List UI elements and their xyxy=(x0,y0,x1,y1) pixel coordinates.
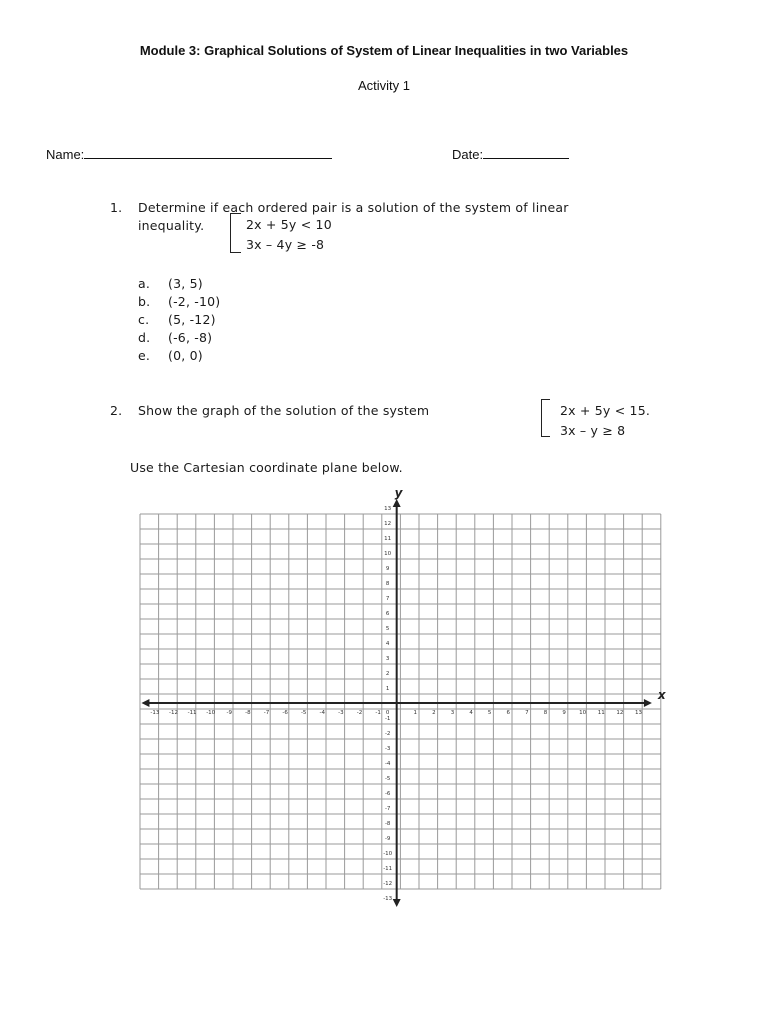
y-tick-label: -4 xyxy=(384,761,391,767)
y-tick-label: 3 xyxy=(385,656,390,662)
x-tick-label: -12 xyxy=(168,710,178,716)
y-tick-label: 10 xyxy=(384,551,392,557)
option-b xyxy=(138,294,220,309)
x-tick-label: 1 xyxy=(413,710,418,716)
name-label: Name: xyxy=(46,147,85,162)
x-tick-label: -10 xyxy=(206,710,216,716)
system-1-brace xyxy=(230,213,241,253)
y-tick-label: -2 xyxy=(384,731,391,737)
name-field[interactable] xyxy=(46,146,332,162)
x-tick-label: -3 xyxy=(338,710,344,716)
date-field[interactable] xyxy=(452,146,569,162)
y-tick-label: 12 xyxy=(384,521,392,527)
x-tick-label: -1 xyxy=(375,710,381,716)
x-tick-label: -13 xyxy=(150,710,160,716)
y-tick-label: -9 xyxy=(384,836,391,842)
module-title: Module 3: Graphical Solutions of System of Linear Inequalities in two Variables xyxy=(139,43,629,58)
x-tick-label: 13 xyxy=(634,710,642,716)
option-letter: d. xyxy=(138,330,151,345)
x-tick-label: 10 xyxy=(579,710,587,716)
x-tick-label: 3 xyxy=(450,710,455,716)
system-2-inequality-2: 3x – y ≥ 8 xyxy=(560,423,626,438)
y-axis-arrow-up xyxy=(393,499,401,507)
x-tick-label: 11 xyxy=(597,710,605,716)
option-pair: (-6, -8) xyxy=(168,330,213,345)
question-1-number: 1. xyxy=(110,200,123,215)
y-tick-label: -13 xyxy=(383,896,393,902)
question-2-text: Show the graph of the solution of the system xyxy=(138,403,430,418)
x-tick-label: 8 xyxy=(543,710,548,716)
x-axis-arrow-right xyxy=(644,699,652,707)
system-2-brace xyxy=(541,399,550,437)
y-tick-label: -5 xyxy=(384,776,391,782)
y-tick-label: 5 xyxy=(385,626,390,632)
x-tick-label: 0 xyxy=(385,710,390,716)
date-line[interactable] xyxy=(483,146,569,159)
y-tick-label: 7 xyxy=(385,596,390,602)
y-tick-label: -8 xyxy=(384,821,391,827)
option-letter: e. xyxy=(138,348,151,363)
activity-label: Activity 1 xyxy=(357,78,410,93)
plane-axes xyxy=(141,499,651,907)
y-axis-arrow-down xyxy=(393,899,401,907)
y-tick-label: 4 xyxy=(385,641,390,647)
y-tick-label: 9 xyxy=(385,566,390,572)
option-letter: a. xyxy=(138,276,151,291)
x-tick-label: -6 xyxy=(282,710,288,716)
x-tick-label: 12 xyxy=(616,710,624,716)
x-tick-label: 7 xyxy=(525,710,529,716)
question-2-number: 2. xyxy=(110,403,123,418)
plane-instruction: Use the Cartesian coordinate plane below. xyxy=(130,460,403,475)
y-tick-label: -7 xyxy=(384,806,391,812)
x-tick-label: -8 xyxy=(245,710,251,716)
option-pair: (5, -12) xyxy=(168,312,216,327)
y-tick-label: -10 xyxy=(383,851,393,857)
y-tick-label: -1 xyxy=(384,716,391,722)
x-tick-label: -5 xyxy=(300,710,307,716)
y-tick-label: 2 xyxy=(385,671,390,677)
x-tick-label: -4 xyxy=(319,710,326,716)
y-tick-label: -11 xyxy=(383,866,393,872)
x-axis-label: x xyxy=(657,688,666,702)
y-tick-label: 13 xyxy=(384,506,392,512)
x-axis-arrow-left xyxy=(141,699,149,707)
cartesian-plane[interactable] xyxy=(120,490,670,910)
option-d xyxy=(138,330,212,345)
y-tick-label: 11 xyxy=(384,536,392,542)
question-1-text-cont: inequality. xyxy=(138,218,205,233)
x-tick-label: -11 xyxy=(187,710,197,716)
plane-grid xyxy=(140,514,661,889)
system-1-inequality-2: 3x – 4y ≥ -8 xyxy=(246,237,325,252)
option-pair: (0, 0) xyxy=(168,348,203,363)
x-tick-label: -2 xyxy=(356,710,363,716)
x-tick-label: 9 xyxy=(562,710,566,716)
name-line[interactable] xyxy=(84,146,332,159)
y-axis-label: y xyxy=(394,490,403,500)
date-label: Date: xyxy=(452,147,484,162)
y-tick-label: 8 xyxy=(385,581,390,587)
option-letter: b. xyxy=(138,294,151,309)
y-tick-label: -3 xyxy=(384,746,391,752)
y-tick-label: -12 xyxy=(383,881,393,887)
x-tick-label: -9 xyxy=(226,710,233,716)
system-2-inequality-1: 2x + 5y < 15. xyxy=(560,403,651,418)
x-tick-label: 5 xyxy=(487,710,492,716)
x-tick-label: 6 xyxy=(506,710,511,716)
question-1-text: Determine if each ordered pair is a solution of the system of linear xyxy=(138,200,569,215)
option-a xyxy=(138,276,203,291)
option-letter: c. xyxy=(138,312,150,327)
y-tick-label: 6 xyxy=(385,611,390,617)
system-1-inequality-1: 2x + 5y < 10 xyxy=(246,217,332,232)
y-tick-label: 1 xyxy=(385,686,390,692)
x-tick-label: 2 xyxy=(432,710,436,716)
x-tick-label: 4 xyxy=(469,710,473,716)
option-e xyxy=(138,348,203,363)
option-pair: (-2, -10) xyxy=(168,294,221,309)
y-tick-label: -6 xyxy=(384,791,391,797)
option-pair: (3, 5) xyxy=(168,276,203,291)
x-tick-label: -7 xyxy=(263,710,270,716)
option-c xyxy=(138,312,216,327)
